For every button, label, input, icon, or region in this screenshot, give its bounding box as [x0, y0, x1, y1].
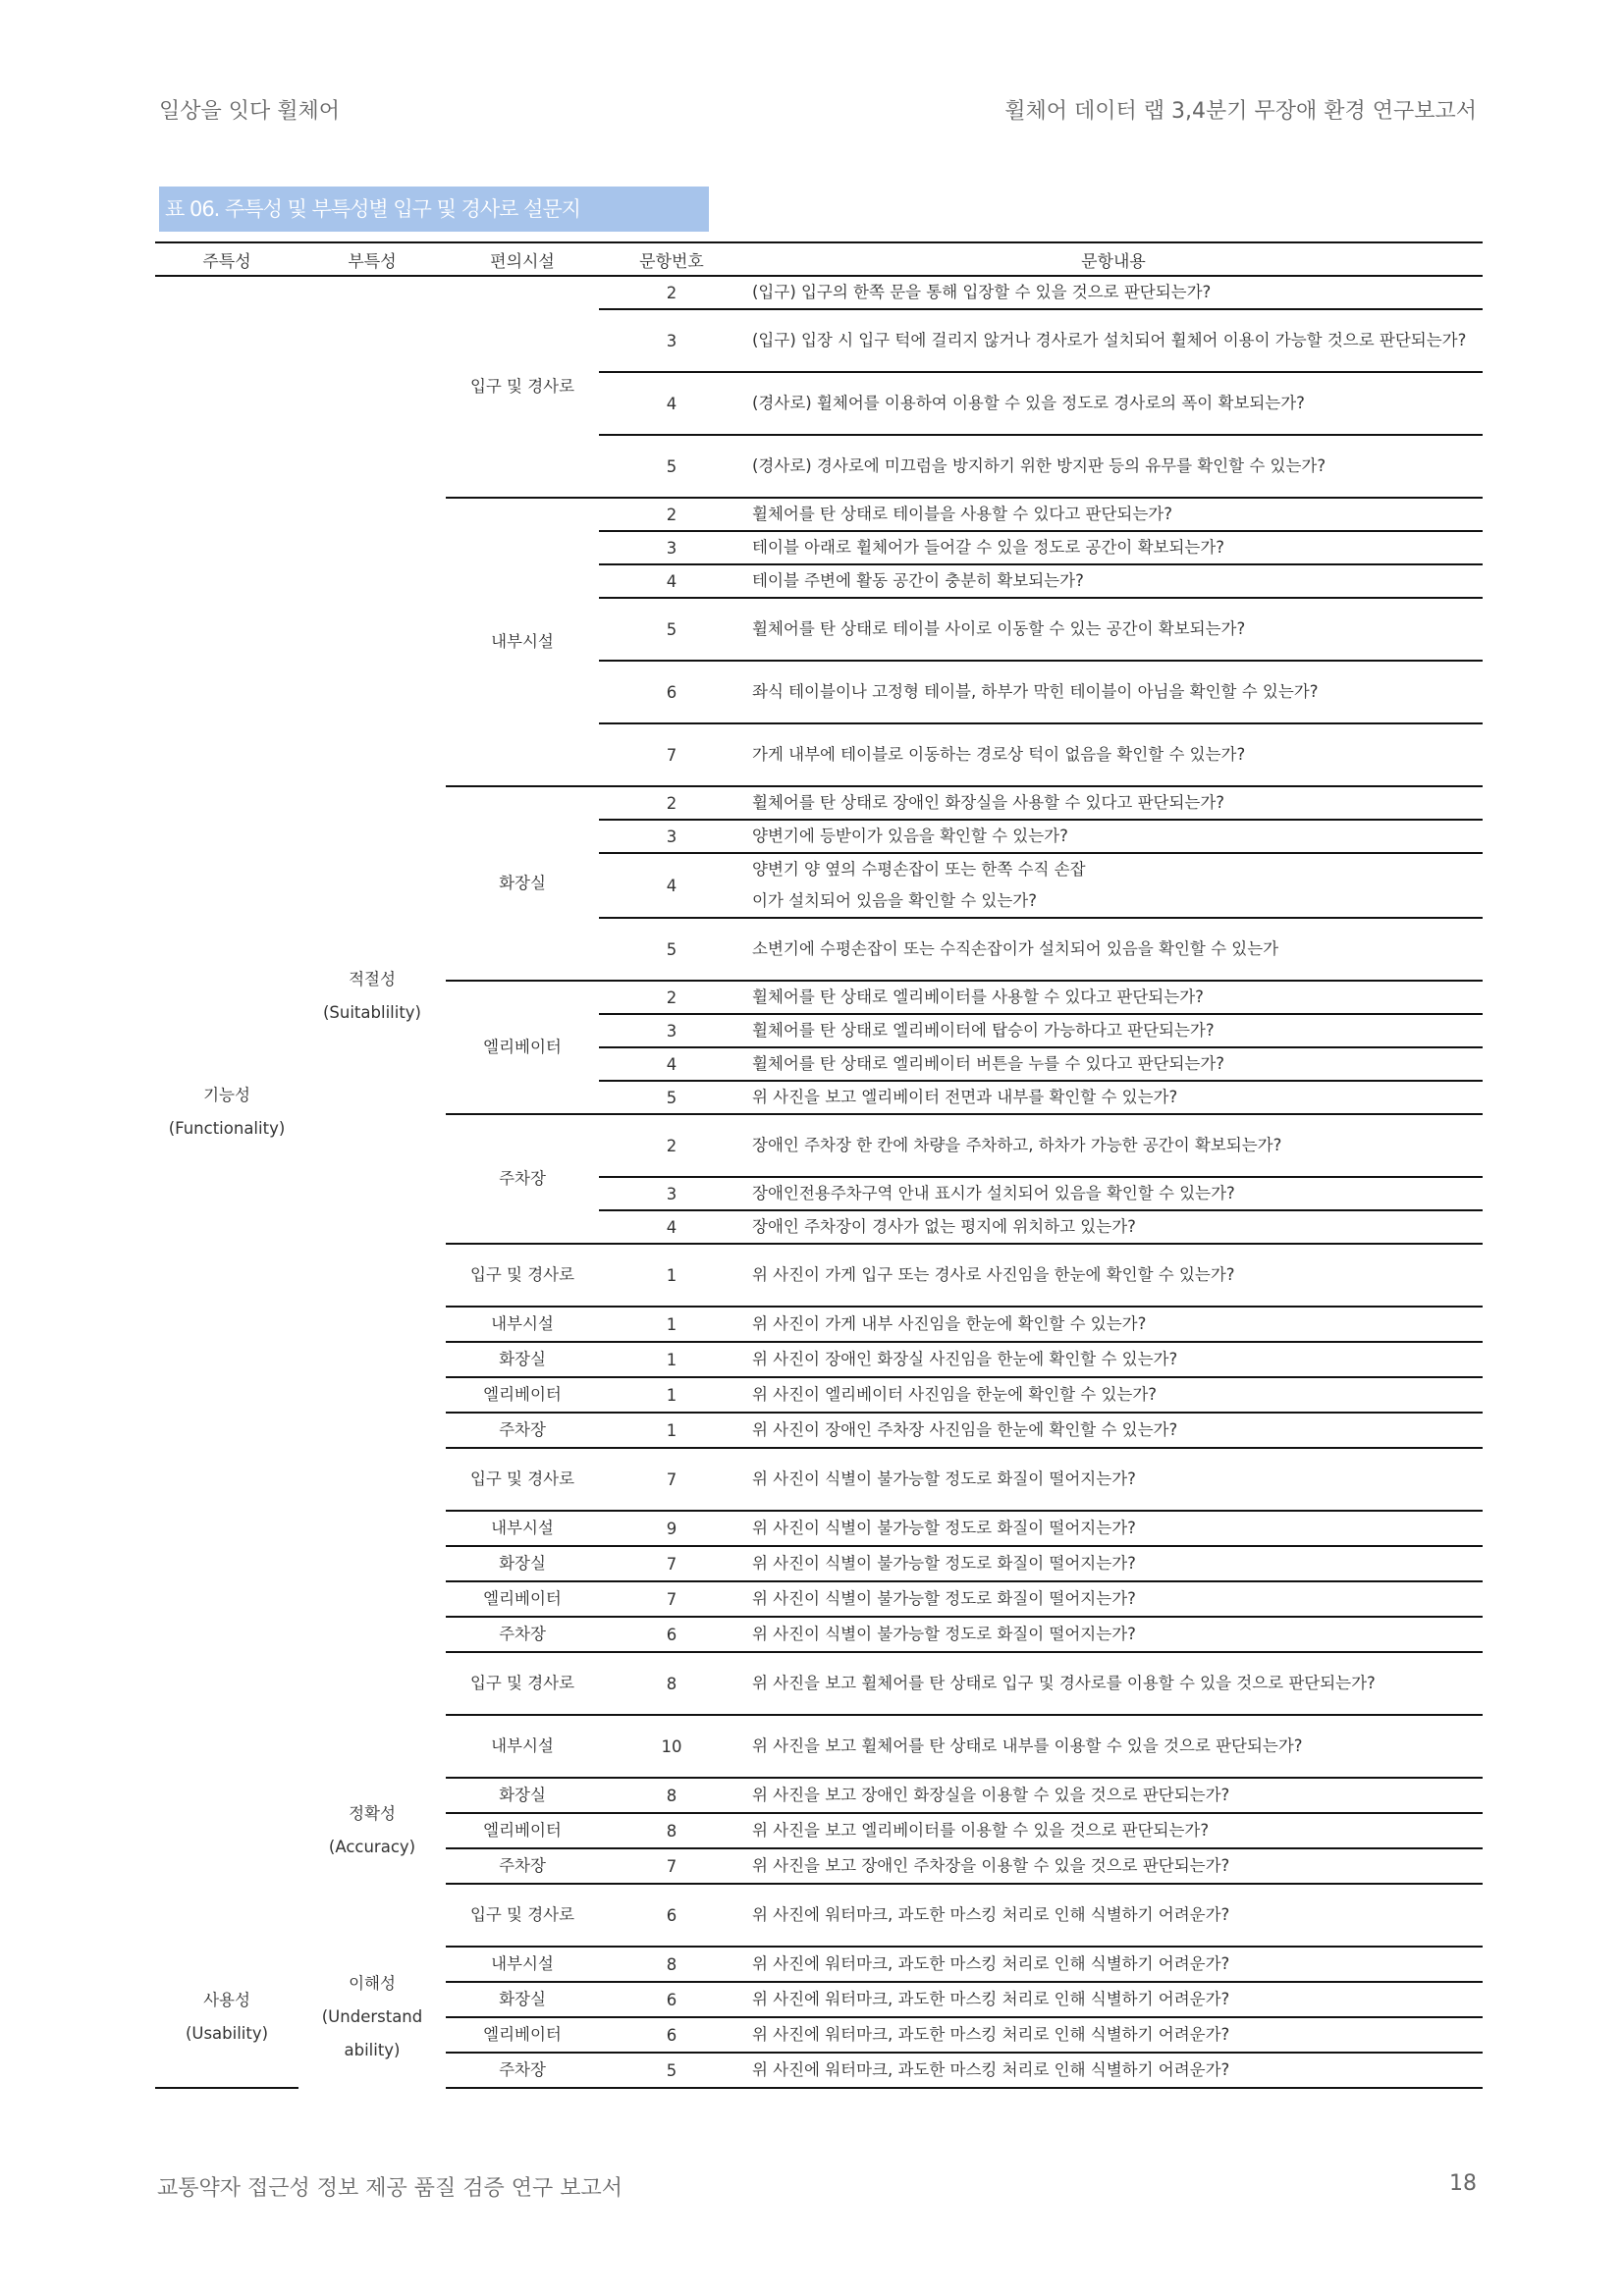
question-text: (경사로) 휠체어를 이용하여 이용할 수 있을 정도로 경사로의 폭이 확보되는가? — [752, 394, 1305, 412]
question-text-cell — [744, 1014, 1483, 1047]
question-text-cell — [744, 1778, 1483, 1813]
question-text-cell — [744, 1947, 1483, 1982]
question-number-cell: 5 — [599, 598, 744, 661]
main-characteristic-sub: (Usability) — [185, 2023, 269, 2043]
question-number-cell: 3 — [599, 309, 744, 372]
question-number-cell: 9 — [599, 1511, 744, 1546]
facility-cell: 주차장 — [446, 1114, 599, 1244]
question-number-cell: 4 — [599, 372, 744, 435]
question-number-cell: 7 — [599, 723, 744, 786]
question-number-cell: 1 — [599, 1342, 744, 1377]
facility-cell: 화장실 — [446, 1982, 599, 2017]
facility-cell: 내부시설 — [446, 1947, 599, 1982]
question-text-cell — [744, 853, 1483, 918]
question-text-cell — [744, 820, 1483, 853]
question-text: 휠체어를 탄 상태로 엘리베이터에 탑승이 가능하다고 판단되는가? — [752, 1021, 1215, 1040]
question-text: 양변기에 등받이가 있음을 확인할 수 있는가? — [752, 827, 1068, 845]
question-number-cell: 4 — [599, 1210, 744, 1244]
question-text: 위 사진에 워터마크, 과도한 마스킹 처리로 인해 식별하기 어려운가? — [752, 1905, 1230, 1924]
facility-cell: 엘리베이터 — [446, 1581, 599, 1617]
question-text: 위 사진이 엘리베이터 사진임을 한눈에 확인할 수 있는가? — [752, 1385, 1158, 1404]
question-text-cell — [744, 598, 1483, 661]
question-text-cell — [744, 661, 1483, 723]
question-text: (입구) 입구의 한쪽 문을 통해 입장할 수 있을 것으로 판단되는가? — [752, 283, 1212, 301]
question-text: 위 사진을 보고 엘리베이터 전면과 내부를 확인할 수 있는가? — [752, 1088, 1178, 1106]
question-text: 휠체어를 탄 상태로 테이블을 사용할 수 있다고 판단되는가? — [752, 505, 1173, 523]
question-number-cell: 4 — [599, 564, 744, 598]
column-header: 부특성 — [298, 242, 446, 276]
question-text: 위 사진에 워터마크, 과도한 마스킹 처리로 인해 식별하기 어려운가? — [752, 2060, 1230, 2079]
question-text-cell — [744, 981, 1483, 1014]
question-number-cell: 7 — [599, 1448, 744, 1511]
column-header: 주특성 — [155, 242, 298, 276]
column-header: 편의시설 — [446, 242, 599, 276]
sub-characteristic-cell — [298, 1715, 446, 1947]
question-text-cell — [744, 1342, 1483, 1377]
question-number-cell: 5 — [599, 435, 744, 498]
question-text-cell — [744, 531, 1483, 564]
question-number-cell: 8 — [599, 1947, 744, 1982]
sub-characteristic-label: 이해성 — [349, 1974, 396, 1993]
question-text: 위 사진을 보고 휠체어를 탄 상태로 내부를 이용할 수 있을 것으로 판단되는가? — [752, 1736, 1303, 1755]
question-number-cell: 1 — [599, 1377, 744, 1413]
question-text: 위 사진에 워터마크, 과도한 마스킹 처리로 인해 식별하기 어려운가? — [752, 1990, 1230, 2008]
facility-cell: 엘리베이터 — [446, 2017, 599, 2053]
question-text-cell — [744, 918, 1483, 981]
table-header-row — [155, 242, 1483, 276]
main-characteristic-label: 기능성 — [203, 1085, 250, 1104]
column-header: 문항번호 — [599, 242, 744, 276]
question-text-cell — [744, 1448, 1483, 1511]
table-caption: 표 06. 주특성 및 부특성별 입구 및 경사로 설문지 — [159, 187, 709, 232]
main-characteristic-cell — [155, 1947, 298, 2088]
question-text-cell — [744, 1177, 1483, 1210]
question-text-cell — [744, 1244, 1483, 1307]
question-number-cell: 5 — [599, 2053, 744, 2088]
question-text: 위 사진이 식별이 불가능할 정도로 화질이 떨어지는가? — [752, 1554, 1136, 1573]
question-text: 위 사진에 워터마크, 과도한 마스킹 처리로 인해 식별하기 어려운가? — [752, 2025, 1230, 2044]
main-characteristic-cell — [155, 276, 298, 1947]
question-number-cell: 8 — [599, 1813, 744, 1848]
question-text-cell — [744, 2053, 1483, 2088]
question-number-cell: 6 — [599, 1617, 744, 1652]
question-text-cell — [744, 1546, 1483, 1581]
facility-cell: 주차장 — [446, 2053, 599, 2088]
question-text-cell — [744, 276, 1483, 309]
question-number-cell: 5 — [599, 918, 744, 981]
facility-cell: 주차장 — [446, 1617, 599, 1652]
question-number-cell: 5 — [599, 1081, 744, 1114]
question-number-cell: 6 — [599, 2017, 744, 2053]
questionnaire-table — [155, 241, 1483, 2089]
question-number-cell: 7 — [599, 1546, 744, 1581]
question-number-cell: 2 — [599, 981, 744, 1014]
question-text: 위 사진이 식별이 불가능할 정도로 화질이 떨어지는가? — [752, 1469, 1136, 1488]
question-text-cell — [744, 372, 1483, 435]
sub-characteristic-cell — [298, 276, 446, 1715]
question-number-cell: 10 — [599, 1715, 744, 1778]
question-text-cell — [744, 1413, 1483, 1448]
question-number-cell: 2 — [599, 498, 744, 531]
sub-characteristic-label: 적절성 — [349, 969, 396, 988]
question-text: 장애인 주차장 한 칸에 차량을 주차하고, 하차가 가능한 공간이 확보되는가? — [752, 1136, 1282, 1154]
facility-cell: 내부시설 — [446, 498, 599, 786]
facility-cell: 입구 및 경사로 — [446, 1244, 599, 1307]
question-text-cell — [744, 1210, 1483, 1244]
facility-cell: 내부시설 — [446, 1511, 599, 1546]
table-row — [155, 1715, 1483, 1778]
question-text: 위 사진을 보고 장애인 주차장을 이용할 수 있을 것으로 판단되는가? — [752, 1856, 1230, 1875]
question-text-cell — [744, 2017, 1483, 2053]
page-header-right: 휠체어 데이터 랩 3,4분기 무장애 환경 연구보고서 — [1004, 99, 1477, 124]
question-text-cell — [744, 564, 1483, 598]
facility-cell: 화장실 — [446, 786, 599, 981]
question-number-cell: 1 — [599, 1307, 744, 1342]
question-number-cell: 3 — [599, 820, 744, 853]
question-number-cell: 6 — [599, 661, 744, 723]
facility-cell: 화장실 — [446, 1778, 599, 1813]
question-text: 장애인전용주차구역 안내 표시가 설치되어 있음을 확인할 수 있는가? — [752, 1184, 1235, 1202]
question-text: 좌식 테이블이나 고정형 테이블, 하부가 막힌 테이블이 아님을 확인할 수 있는가? — [752, 682, 1319, 701]
question-number-cell: 7 — [599, 1848, 744, 1884]
page-number: 18 — [1449, 2171, 1477, 2196]
question-number-cell: 2 — [599, 276, 744, 309]
question-number-cell: 3 — [599, 1014, 744, 1047]
question-text: (입구) 입장 시 입구 턱에 걸리지 않거나 경사로가 설치되어 휠체어 이용이 가능할 것으로 판단되는가? — [752, 331, 1467, 349]
question-text-cell — [744, 1813, 1483, 1848]
question-text: 위 사진에 워터마크, 과도한 마스킹 처리로 인해 식별하기 어려운가? — [752, 1954, 1230, 1973]
question-text-cell — [744, 1652, 1483, 1715]
question-text: 휠체어를 탄 상태로 엘리베이터를 사용할 수 있다고 판단되는가? — [752, 988, 1204, 1006]
facility-cell: 엘리베이터 — [446, 1813, 599, 1848]
question-text: 소변기에 수평손잡이 또는 수직손잡이가 설치되어 있음을 확인할 수 있는가 — [752, 939, 1279, 958]
facility-cell: 주차장 — [446, 1413, 599, 1448]
facility-cell: 입구 및 경사로 — [446, 276, 599, 498]
main-characteristic-label: 사용성 — [203, 1990, 250, 2009]
question-number-cell: 8 — [599, 1778, 744, 1813]
question-text: 위 사진을 보고 장애인 화장실을 이용할 수 있을 것으로 판단되는가? — [752, 1786, 1230, 1804]
question-number-cell: 3 — [599, 1177, 744, 1210]
facility-cell: 내부시설 — [446, 1715, 599, 1778]
facility-cell: 화장실 — [446, 1342, 599, 1377]
table-row — [155, 276, 1483, 309]
sub-characteristic-sub: (Suitablility) — [322, 1002, 421, 1022]
question-text-cell — [744, 1884, 1483, 1947]
question-text: 위 사진이 식별이 불가능할 정도로 화질이 떨어지는가? — [752, 1589, 1136, 1608]
facility-cell: 화장실 — [446, 1546, 599, 1581]
facility-cell: 내부시설 — [446, 1307, 599, 1342]
question-text: 위 사진을 보고 휠체어를 탄 상태로 입구 및 경사로를 이용할 수 있을 것으로 판단되는가? — [752, 1674, 1376, 1692]
question-text-cell — [744, 435, 1483, 498]
question-text-cell — [744, 309, 1483, 372]
sub-characteristic-label: 정확성 — [349, 1804, 396, 1823]
sub-characteristic-cell — [298, 1947, 446, 2088]
question-text: 장애인 주차장이 경사가 없는 평지에 위치하고 있는가? — [752, 1217, 1136, 1236]
facility-cell: 엘리베이터 — [446, 981, 599, 1114]
question-number-cell: 1 — [599, 1244, 744, 1307]
question-text-cell — [744, 1982, 1483, 2017]
column-header: 문항내용 — [744, 242, 1483, 276]
table-row — [155, 1947, 1483, 1982]
question-text: 위 사진을 보고 엘리베이터를 이용할 수 있을 것으로 판단되는가? — [752, 1821, 1210, 1840]
question-text: 가게 내부에 테이블로 이동하는 경로상 턱이 없음을 확인할 수 있는가? — [752, 745, 1246, 764]
question-text: 위 사진이 식별이 불가능할 정도로 화질이 떨어지는가? — [752, 1625, 1136, 1643]
question-text-cell — [744, 1114, 1483, 1177]
question-text: 휠체어를 탄 상태로 테이블 사이로 이동할 수 있는 공간이 확보되는가? — [752, 619, 1246, 638]
facility-cell: 입구 및 경사로 — [446, 1884, 599, 1947]
question-number-cell: 2 — [599, 1114, 744, 1177]
question-number-cell: 3 — [599, 531, 744, 564]
question-text: 테이블 아래로 휠체어가 들어갈 수 있을 정도로 공간이 확보되는가? — [752, 538, 1225, 557]
question-number-cell: 2 — [599, 786, 744, 820]
facility-cell: 주차장 — [446, 1848, 599, 1884]
question-text: 휠체어를 탄 상태로 엘리베이터 버튼을 누를 수 있다고 판단되는가? — [752, 1054, 1225, 1073]
question-number-cell: 6 — [599, 1884, 744, 1947]
question-number-cell: 1 — [599, 1413, 744, 1448]
question-text: 테이블 주변에 활동 공간이 충분히 확보되는가? — [752, 571, 1084, 590]
question-number-cell: 8 — [599, 1652, 744, 1715]
question-text: (경사로) 경사로에 미끄럼을 방지하기 위한 방지판 등의 유무를 확인할 수 있는가? — [752, 456, 1326, 475]
question-text-cell — [744, 1511, 1483, 1546]
question-text-cell — [744, 1848, 1483, 1884]
question-text: 위 사진이 식별이 불가능할 정도로 화질이 떨어지는가? — [752, 1519, 1136, 1537]
question-text-cell — [744, 1715, 1483, 1778]
sub-characteristic-sub: (Accuracy) — [328, 1838, 416, 1856]
question-text-cell — [744, 1617, 1483, 1652]
facility-cell: 입구 및 경사로 — [446, 1448, 599, 1511]
question-text-cell — [744, 723, 1483, 786]
question-number-cell: 4 — [599, 1047, 744, 1081]
question-text: 위 사진이 장애인 화장실 사진임을 한눈에 확인할 수 있는가? — [752, 1350, 1178, 1368]
question-number-cell: 4 — [599, 853, 744, 918]
question-number-cell: 7 — [599, 1581, 744, 1617]
question-text: 위 사진이 가게 입구 또는 경사로 사진임을 한눈에 확인할 수 있는가? — [752, 1265, 1235, 1284]
question-text: 양변기 양 옆의 수평손잡이 또는 한쪽 수직 손잡이가 설치되어 있음을 확인할 수 있는가? — [752, 860, 1086, 910]
question-text-cell — [744, 1581, 1483, 1617]
main-characteristic-sub: (Functionality) — [168, 1118, 286, 1138]
question-text-cell — [744, 786, 1483, 820]
page-footer-title: 교통약자 접근성 정보 제공 품질 검증 연구 보고서 — [157, 2176, 623, 2201]
page-header-left: 일상을 잇다 휠체어 — [159, 99, 341, 124]
sub-characteristic-sub: (Understand ability) — [321, 2007, 423, 2059]
facility-cell: 엘리베이터 — [446, 1377, 599, 1413]
facility-cell: 입구 및 경사로 — [446, 1652, 599, 1715]
question-text-cell — [744, 1081, 1483, 1114]
question-text: 휠체어를 탄 상태로 장애인 화장실을 사용할 수 있다고 판단되는가? — [752, 793, 1225, 812]
question-text-cell — [744, 1047, 1483, 1081]
question-number-cell: 6 — [599, 1982, 744, 2017]
question-text: 위 사진이 가게 내부 사진임을 한눈에 확인할 수 있는가? — [752, 1314, 1147, 1333]
question-text: 위 사진이 장애인 주차장 사진임을 한눈에 확인할 수 있는가? — [752, 1420, 1178, 1439]
table-body — [155, 276, 1483, 2088]
question-text-cell — [744, 1377, 1483, 1413]
question-text-cell — [744, 1307, 1483, 1342]
question-text-cell — [744, 498, 1483, 531]
